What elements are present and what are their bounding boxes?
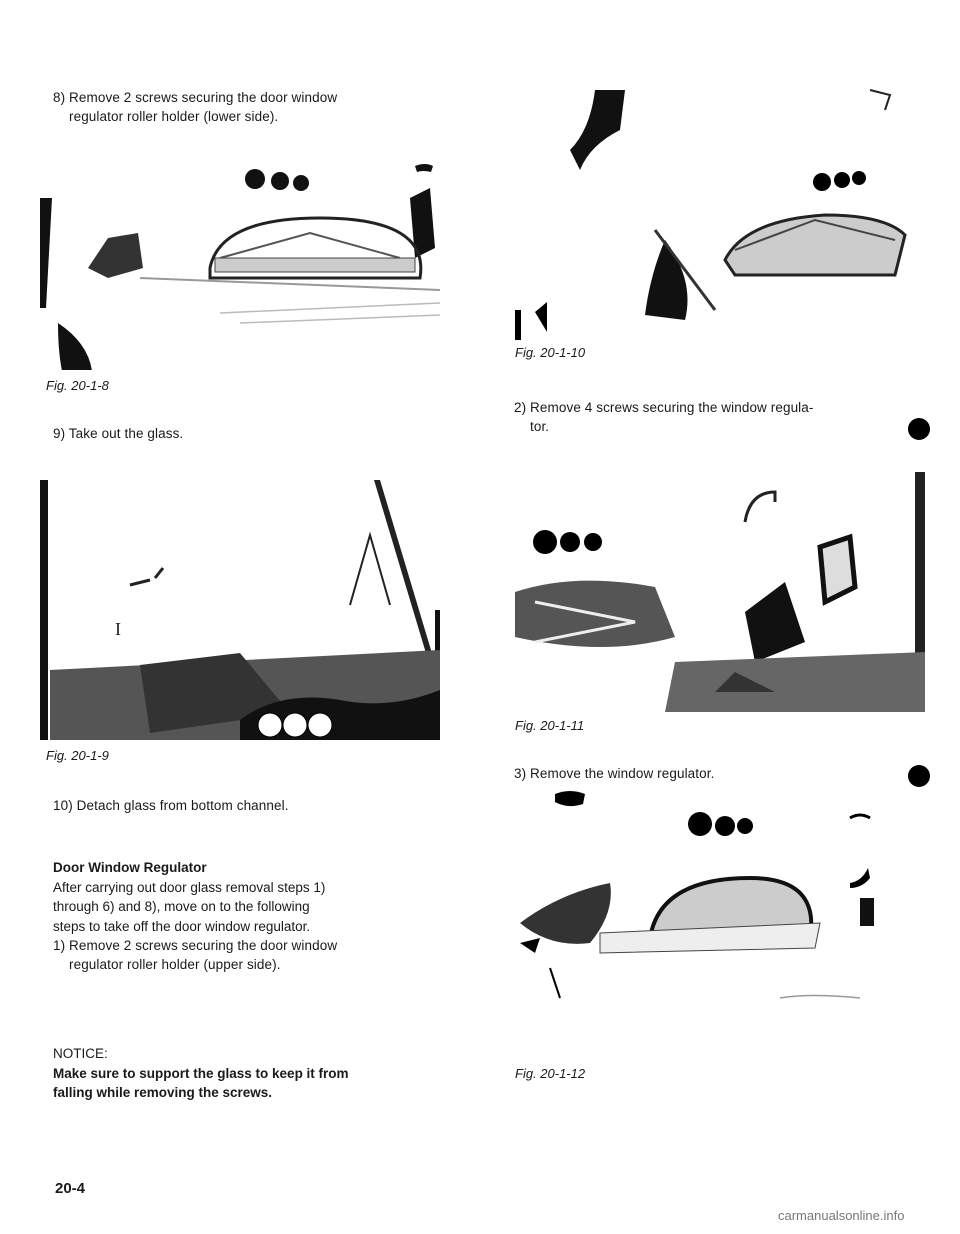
photo-fig-20-1-11: [515, 472, 925, 712]
step-9: 9) Take out the glass.: [53, 426, 184, 441]
step-2-line1: 2) Remove 4 screws securing the window regula-: [514, 400, 814, 415]
step-8-line2: regulator roller holder (lower side).: [69, 109, 279, 124]
step-1-line2: regulator roller holder (upper side).: [69, 957, 281, 972]
caption-fig-20-1-10: Fig. 20-1-10: [515, 345, 586, 360]
photo-fig-20-1-9: [40, 480, 440, 740]
caption-fig-20-1-8: Fig. 20-1-8: [46, 378, 109, 393]
notice-title: NOTICE:: [53, 1046, 108, 1061]
step-3: 3) Remove the window regulator.: [514, 766, 715, 781]
caption-fig-20-1-12: Fig. 20-1-12: [515, 1066, 586, 1081]
photo-fig-20-1-10: [515, 80, 925, 342]
watermark: carmanualsonline.info: [778, 1208, 905, 1223]
photo-fig-20-1-8: [40, 138, 450, 370]
section-door-window-regulator: [53, 858, 453, 974]
margin-dot-2: [908, 765, 930, 787]
section-title: Door Window Regulator: [53, 860, 207, 875]
step-2: [514, 398, 934, 436]
step-8-line1: 8) Remove 2 screws securing the door window: [53, 90, 338, 105]
notice-text-line1: Make sure to support the glass to keep it from: [53, 1065, 349, 1081]
section-text-line1: After carrying out door glass removal steps 1): [53, 879, 326, 895]
margin-dot-1: [908, 418, 930, 440]
step-1: [53, 936, 453, 974]
notice-block: [53, 1044, 453, 1103]
step-8: [53, 88, 453, 126]
photo-fig-20-1-12: [520, 788, 920, 1060]
svg-text:I: I: [115, 619, 121, 639]
caption-fig-20-1-11: Fig. 20-1-11: [515, 718, 585, 733]
section-text-line2: through 6) and 8), move on to the following: [53, 899, 310, 914]
section-text-line3: steps to take off the door window regulator.: [53, 918, 311, 934]
page-number: 20-4: [55, 1180, 86, 1197]
notice-text-line2: falling while removing the screws.: [53, 1085, 273, 1100]
step-10: 10) Detach glass from bottom channel.: [53, 798, 289, 813]
caption-fig-20-1-9: Fig. 20-1-9: [46, 748, 109, 763]
step-1-line1: 1) Remove 2 screws securing the door window: [53, 938, 338, 953]
step-2-line2: tor.: [530, 419, 550, 434]
